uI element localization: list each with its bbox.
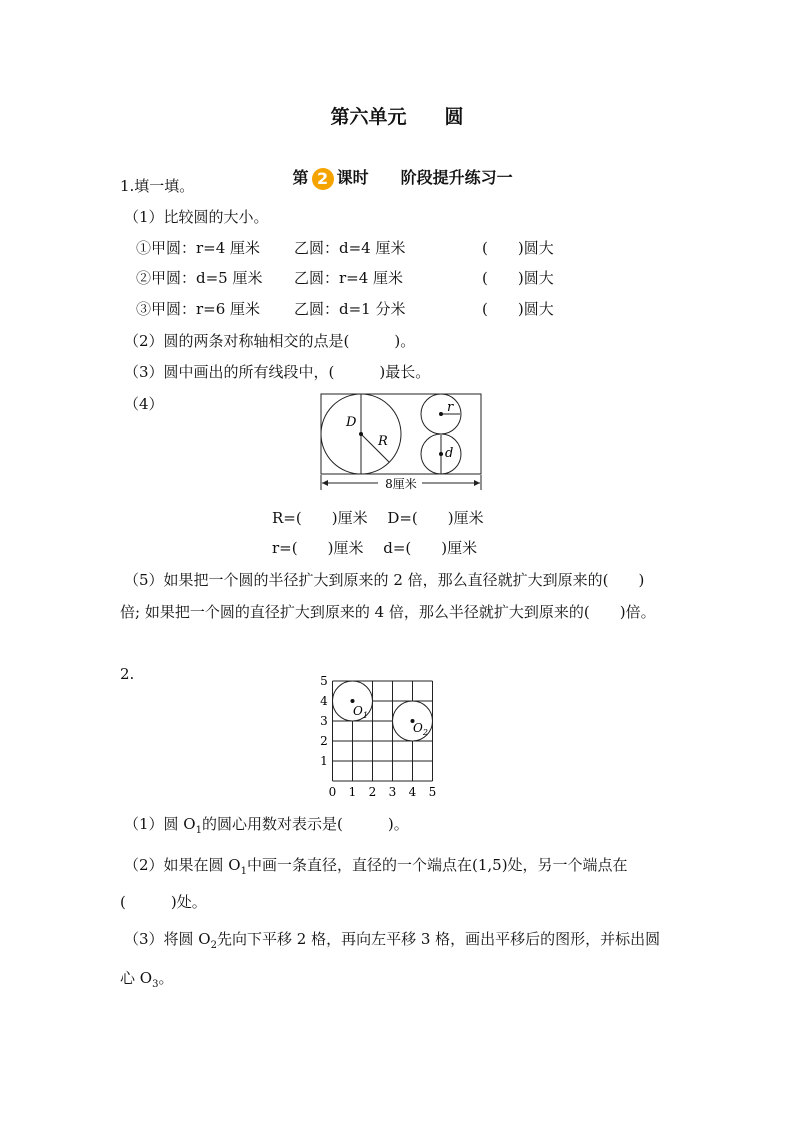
x-tick-2: 2 [368,785,377,799]
circles-in-rectangle-figure [316,390,486,494]
y-tick-2: 2 [320,734,328,748]
x-tick-4: 4 [408,785,417,799]
q2-p3-sub-2: 3 [152,979,159,990]
y-tick-5: 5 [320,674,328,688]
y-tick-1: 1 [320,754,328,768]
q2-p3-line-1 [124,929,660,956]
q1-p1-row-2-b: 乙圆：r=4 厘米 [294,269,404,287]
q2-p2-line-1 [124,855,628,882]
q1-p1-row-1-b: 乙圆：d=4 厘米 [294,239,406,257]
q1-p1-row-1-blank: ( )圆大 [482,239,554,257]
q2-p2-text-a: （2）如果在圆 O [124,856,241,874]
x-tick-3: 3 [388,785,397,799]
coordinate-grid-figure [318,672,442,800]
q2-p3-line-2 [120,968,173,995]
q2-p1-text-a: （1）圆 O [124,815,196,833]
label-d: d [445,446,454,461]
q1-p4-answer-2: r=( )厘米 d=( )厘米 [272,539,478,557]
q1-p1-row-2-blank: ( )圆大 [482,269,554,287]
y-tick-4: 4 [320,694,328,708]
q1-p5-line-2: 倍; 如果把一个圆的直径扩大到原来的 4 倍，那么半径就扩大到原来的( )倍。 [120,603,656,621]
q1-p1-row-3-blank: ( )圆大 [482,300,554,318]
q2-p1-sub: 1 [195,825,202,836]
lesson-suffix: 课时 阶段提升练习一 [336,168,513,187]
o1-subscript: 1 [362,711,368,720]
lesson-prefix: 第 [292,168,309,187]
q2-p2-sub: 1 [240,866,247,877]
q1-p1-row-2-a: ②甲圆：d=5 厘米 [136,269,263,287]
q2-stem: 2. [120,665,135,683]
o2-subscript: 2 [422,728,428,737]
label-D: D [346,415,357,430]
q2-p1-text-b: 的圆心用数对表示是( )。 [201,815,409,833]
page-title: 第六单元 圆 [330,106,464,128]
q1-p1-row-3-b: 乙圆：d=1 分米 [294,300,406,318]
q2-p2-line-2: ( )处。 [120,893,207,911]
q2-p3-text-d: 。 [158,969,174,987]
q1-p1-row-3-a: ③甲圆：r=6 厘米 [136,300,261,318]
q2-p1 [124,814,409,841]
y-tick-3: 3 [320,714,328,728]
label-width: 8厘米 [385,477,417,491]
o1-label: O [353,704,363,718]
lesson-number-badge: 2 [312,168,334,190]
q2-p3-text-a: （3）将圆 O [124,930,211,948]
x-tick-5: 5 [428,785,437,799]
label-r: r [447,400,454,415]
q1-stem: 1.填一填。 [120,177,195,195]
q1-p5-line-1: （5）如果把一个圆的半径扩大到原来的 2 倍，那么直径就扩大到原来的( ) [124,571,645,589]
q2-p3-text-c: 心 O [120,969,153,987]
label-R: R [378,434,388,449]
q2-p2-text-b: 中画一条直径，直径的一个端点在(1,5)处，另一个端点在 [247,856,628,874]
q2-p3-sub: 2 [210,940,217,951]
q1-p2: （2）圆的两条对称轴相交的点是( )。 [124,332,416,350]
q2-p3-text-b: 先向下平移 2 格，再向左平移 3 格，画出平移后的图形，并标出圆 [216,930,661,948]
q1-p1-label: （1）比较圆的大小。 [124,208,269,226]
q1-p3: （3）圆中画出的所有线段中，( )最长。 [124,363,431,381]
x-tick-0: 0 [328,785,337,799]
q1-p1-row-1-a: ①甲圆：r=4 厘米 [136,239,261,257]
q1-p4-answer-1: R=( )厘米 D=( )厘米 [272,509,484,527]
x-tick-1: 1 [348,785,357,799]
q1-p4-label: （4） [124,395,164,413]
o2-label: O [413,721,423,735]
